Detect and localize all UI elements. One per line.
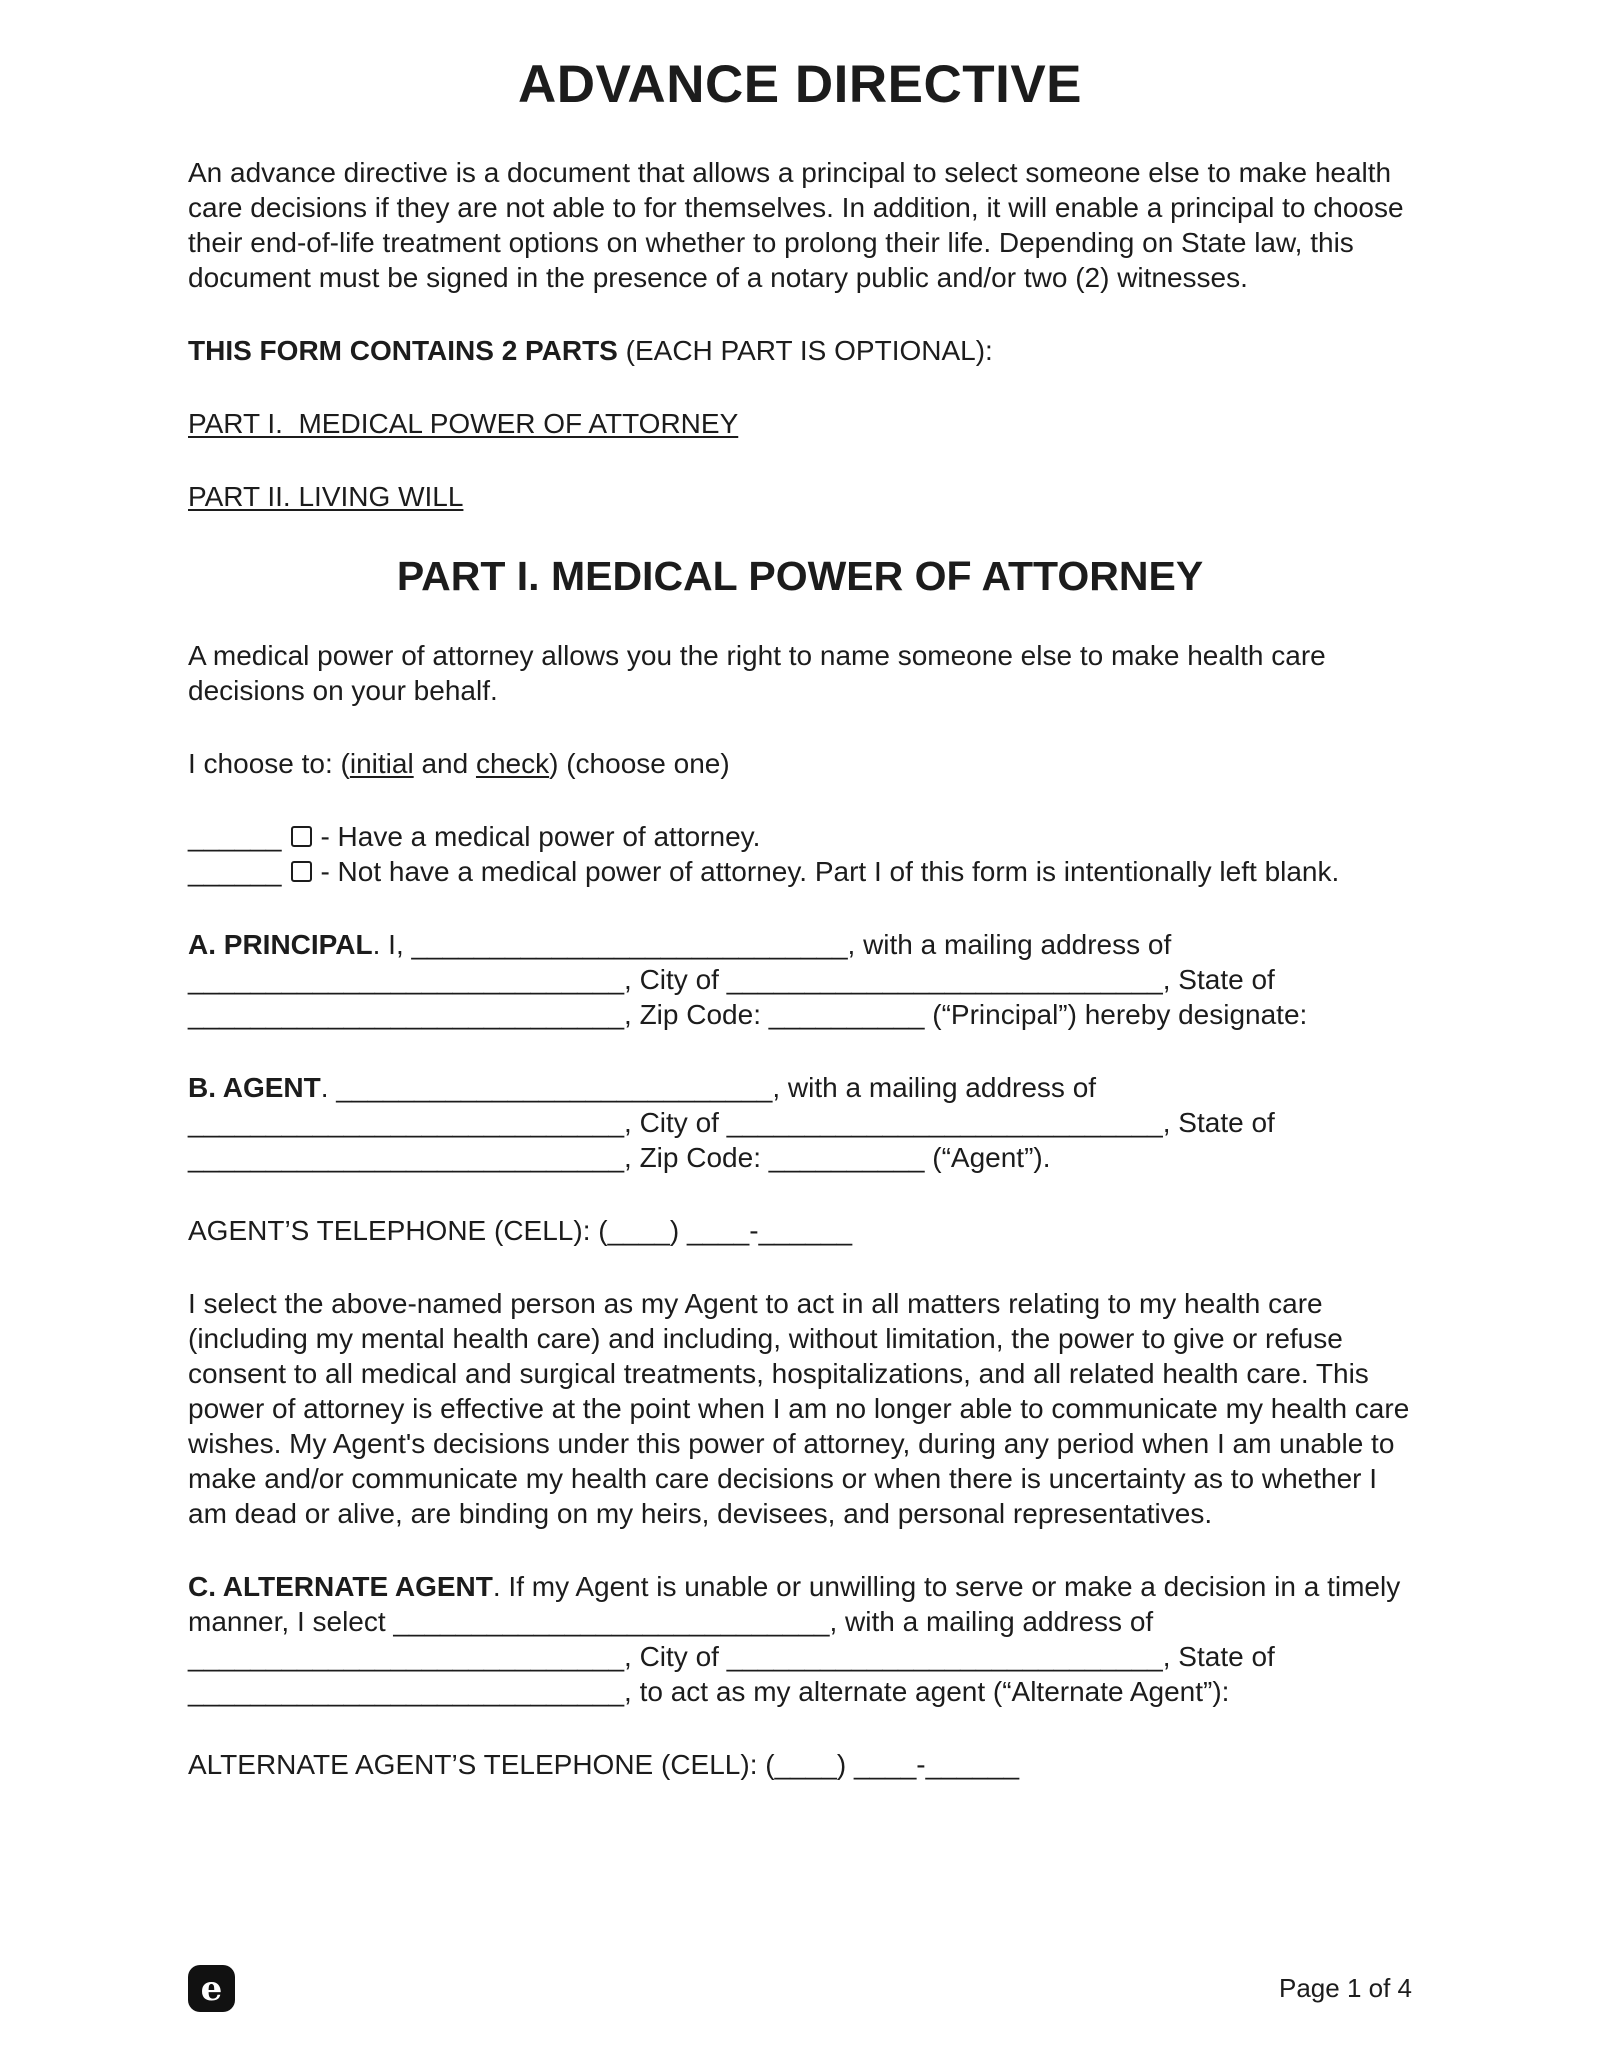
alternate-agent-text: . If my Agent is unable or unwilling to serve or make a decision in a timely manner, I select ____________________________, with a mailing address of ____________________________, City of ____________________________, State of ____________________________, to act as my alternate agent (“Alternate Agent”): [188,1571,1408,1707]
alternate-agent-label: C. ALTERNATE AGENT [188,1571,493,1602]
part-i-description: A medical power of attorney allows you the right to name someone else to make health care decisions on your behalf. [188,640,1334,706]
principal-label: A. PRINCIPAL [188,929,373,960]
agent-text: . ____________________________, with a mailing address of ____________________________, City of ____________________________, State of ____________________________, Zip Code: __________ (“Agent”). [188,1072,1283,1173]
initial-blank[interactable]: ______ [188,821,282,852]
agent-section [188,1070,1412,1175]
choose-pre: I choose to: ( [188,748,350,779]
choose-instruction [188,746,1412,781]
agent-label: B. AGENT [188,1072,321,1103]
principal-text: . I, ____________________________, with a mailing address of ____________________________, City of ____________________________, State of ____________________________, Zip Code: __________ (“Principal”) hereby designate: [188,929,1308,1030]
part-i-link[interactable]: PART I. MEDICAL POWER OF ATTORNEY [188,408,739,439]
part-ii-link-line [188,479,1412,514]
choose-post: ) (choose one) [549,748,730,779]
initial-blank[interactable]: ______ [188,856,282,887]
form-note-rest: (EACH PART IS OPTIONAL): [617,335,993,366]
agent-powers-paragraph: I select the above-named person as my Agent to act in all matters relating to my health care (including my mental health care) and including, without limitation, the power to give or refuse consent to all medical and surgical treatments, hospitalizations, and all related health care. This power of attorney is effective at the point when I am no longer able to communicate my health care wishes. My Agent's decisions under this power of attorney, during any period when I am unable to make and/or communicate my health care decisions or when there is uncertainty as to whether I am dead or alive, are binding on my heirs, devisees, and personal representatives. [188,1288,1418,1529]
alternate-agent-phone-line: ALTERNATE AGENT’S TELEPHONE (CELL): (____) ____-______ [188,1749,1020,1780]
choose-mid: and [413,748,476,779]
part-i-heading: PART I. MEDICAL POWER OF ATTORNEY [396,553,1204,599]
choice-label: - Not have a medical power of attorney. Part I of this form is intentionally left blank. [320,856,1340,887]
choose-check: check [475,748,550,779]
part-i-link-line [188,406,1412,441]
choice-row-not-have [188,854,1412,889]
checkbox-icon[interactable] [291,861,312,882]
intro-paragraph: An advance directive is a document that allows a principal to select someone else to make health care decisions if they are not able to for themselves. In addition, it will enable a principal to choose their end-of-life treatment options on whether to prolong their life. Depending on State law, this document must be signed in the presence of a notary public and/or two (2) witnesses. [188,157,1412,293]
choice-label: - Have a medical power of attorney. [320,821,761,852]
form-note [188,333,1412,368]
principal-section [188,927,1412,1032]
page-footer [188,1965,1412,2012]
agent-phone-line: AGENT’S TELEPHONE (CELL): (____) ____-______ [188,1215,853,1246]
choice-row-have [188,819,1412,854]
page-number: Page 1 of 4 [1279,1973,1412,2003]
document-title: ADVANCE DIRECTIVE [517,55,1083,114]
eforms-logo-letter: e [200,1968,223,2009]
checkbox-icon[interactable] [291,826,312,847]
eforms-logo [188,1965,235,2012]
part-ii-link[interactable]: PART II. LIVING WILL [188,481,464,512]
form-note-bold: THIS FORM CONTAINS 2 PARTS [188,335,618,366]
choose-initial: initial [349,748,414,779]
alternate-agent-section [188,1569,1412,1709]
